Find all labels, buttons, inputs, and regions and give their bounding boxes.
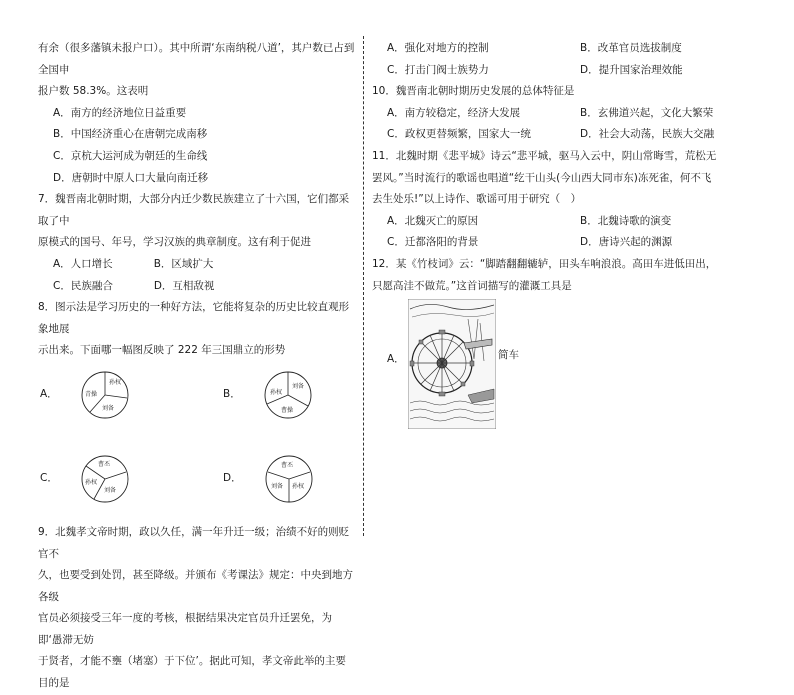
q10-option-a: A．南方较稳定，经济大发展 (387, 106, 521, 119)
q12-stem-line: 12．某《竹枝词》云：“脚踏翻翻辘轳，田头车响浪浪。高田车进低田出， (372, 257, 717, 270)
pie-option-a (40, 370, 130, 420)
q9-option-d: D．提升国家治理效能 (580, 63, 683, 76)
pie-option-b (223, 370, 313, 420)
option-letter: C． (40, 472, 58, 485)
q11-option-b: B．北魏诗歌的演变 (580, 214, 672, 227)
pie-label: 刘备 (103, 486, 116, 494)
pie-label: 孙权 (108, 378, 121, 386)
q6-stem-line: 报户数 58.3%。这表明 (38, 85, 149, 98)
q11-stem-line: 罢风。”当时流行的歌谣也唱道“纥干山头(今山西大同市东)冻死雀，何不飞 (372, 171, 712, 184)
q9-stem-line: 9．北魏孝文帝时期，政以久任，满一年升迁一级；治绩不好的则贬官不 (38, 525, 350, 560)
q10-option-d: D．社会大动荡，民族大交融 (580, 128, 715, 141)
pie-label: 孙权 (269, 388, 282, 396)
q10-stem: 10．魏晋南北朝时期历史发展的总体特征是 (372, 85, 575, 98)
pie-chart-b (263, 370, 313, 420)
pie-label: 刘备 (270, 482, 283, 490)
pie-chart-d (264, 454, 314, 504)
q6-option-b: B．中国经济重心在唐朝完成南移 (53, 128, 208, 141)
pie-chart-c (80, 454, 130, 504)
q11-stem-line: 11．北魏时期《悲平城》诗云“悲平城，驱马入云中，阴山常晦雪，荒松无 (372, 149, 717, 162)
q9-option-c: C．打击门阀士族势力 (387, 63, 489, 76)
q8-stem-line: 8．图示法是学习历史的一种好方法，它能将复杂的历史比较直观形象地展 (38, 301, 350, 335)
q7-stem-line: 原模式的国号、年号，学习汉族的典章制度。这有利于促进 (38, 236, 311, 249)
q7-options-row (38, 254, 356, 276)
pie-label: 青操 (84, 390, 97, 398)
q11-option-c: C．迁都洛阳的背景 (387, 236, 479, 249)
q7-stem-line: 7．魏晋南北朝时期，大部分内迁少数民族建立了十六国，它们都采取了中 (38, 193, 350, 227)
q9-stem-line: 官员必须接受三年一度的考核，根据结果决定官员升迁罢免，为即‘愚滞无妨 (38, 612, 332, 646)
q7-options-row (38, 276, 356, 298)
q6-option-d: D．唐朝时中原人口大量向南迁移 (53, 171, 209, 184)
option-letter: A． (387, 353, 405, 366)
option-letter: B． (223, 388, 241, 401)
q10-option-b: B．玄佛道兴起，文化大繁荣 (580, 106, 714, 119)
pie-label: 曹操 (280, 406, 293, 414)
option-letter: A． (40, 388, 58, 401)
water-wheel-illustration (408, 299, 496, 429)
q9-options-row (372, 60, 758, 82)
pie-label: 刘备 (291, 382, 304, 390)
pie-option-c (40, 454, 130, 504)
pie-label: 刘备 (101, 404, 114, 412)
q11-option-d: D．唐诗兴起的渊源 (580, 236, 673, 249)
left-column (38, 38, 356, 695)
q10-option-c: C．政权更替频繁，国家大一统 (387, 128, 531, 141)
q9-option-b: B．改革官员选拔制度 (580, 42, 682, 54)
pie-label: 曹丕 (280, 461, 293, 469)
q9-options-row (372, 38, 758, 60)
q10-options-row (372, 124, 758, 146)
pie-label: 曹丕 (97, 460, 110, 468)
q11-options-row (372, 211, 758, 233)
q6-stem-line: 有余（很多藩镇未报户口）。其中所谓‘东南纳税八道’，其户数已占到全国申 (38, 42, 355, 76)
q7-option-d: D．互相敌视 (153, 279, 215, 292)
q8-stem-line: 示出来。下面哪一幅图反映了 222 年三国鼎立的形势 (38, 344, 286, 357)
column-divider (363, 36, 364, 536)
right-column (372, 38, 758, 429)
q9-option-a: A．强化对地方的控制 (387, 42, 489, 54)
q12-option-a-figure (372, 297, 758, 429)
q8-pie-options (38, 362, 356, 522)
pie-option-d (223, 454, 314, 504)
q7-option-c: C．民族融合 (53, 279, 113, 292)
q12-stem-line: 只愿高洼不做荒。”这首词描写的灌溉工具是 (372, 279, 572, 292)
q9-stem-line: 于贤者，才能不壅（堵塞）于下位’。据此可知，孝文帝此举的主要目的是 (38, 655, 346, 690)
figure-caption: 简车 (498, 349, 519, 362)
q7-option-b: B．区域扩大 (153, 257, 214, 270)
q6-option-c: C．京杭大运河成为朝廷的生命线 (53, 149, 208, 162)
q7-option-a: A．人口增长 (53, 257, 113, 270)
q11-option-a: A．北魏灭亡的原因 (387, 214, 479, 227)
q11-stem-line: 去生处乐!”以上诗作、歌谣可用于研究（ ） (372, 193, 582, 206)
q9-stem-line: 久，也要受到处罚，甚至降级。并颁布《考课法》规定：中央到地方各级 (38, 569, 353, 603)
q10-options-row (372, 103, 758, 125)
pie-chart-a (80, 370, 130, 420)
pie-label: 孙权 (84, 478, 97, 486)
q6-option-a: A．南方的经济地位日益重要 (53, 106, 187, 119)
pie-label: 孙权 (291, 482, 304, 490)
q11-options-row (372, 232, 758, 254)
option-letter: D． (223, 472, 242, 485)
